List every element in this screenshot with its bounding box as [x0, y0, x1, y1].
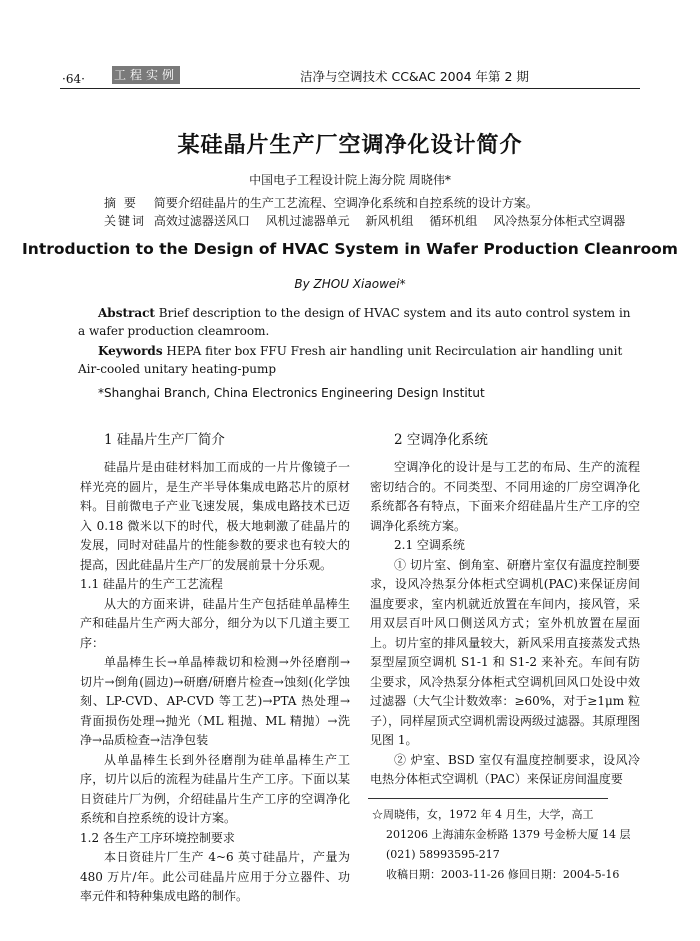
keywords-en-label: Keywords — [98, 344, 163, 358]
section-tag: 工程实例 — [113, 68, 178, 82]
left-column — [80, 430, 350, 907]
footnote-phone: (021) 58993595-217 — [386, 848, 500, 861]
journal-header: 洁净与空调技术 CC&AC 2004 年第 2 期 — [300, 69, 529, 84]
paragraph: 硅晶片是由硅材料加工而成的一片片像镜子一样光亮的圆片，是生产半导体集成电路芯片的原材料。目前微电子产业飞速发展，集成电路技术已迈入 0.18 微米以下的时代，极大地刺激了硅晶片的发展，同时对硅晶片的性能参数的要求也有较大的提高，因此硅晶片生产厂的发展前景十分乐观。 — [80, 460, 350, 572]
abstract-cn-label: 摘 要 — [104, 196, 138, 210]
paragraph: 本日资硅片厂生产 4~6 英寸硅晶片，产量为 480 万片/年。此公司硅晶片应用于分立器件、功率元件和特种集成电路的制作。 — [80, 850, 350, 903]
footnote-address: 201206 上海浦东金桥路 1379 号金桥大厦 14 层 — [386, 828, 631, 841]
paragraph: ② 炉室、BSD 室仅有温度控制要求，设风冷电热分体柜式空调机（PAC）来保证房间温度要 — [370, 752, 640, 786]
keywords-cn — [104, 212, 637, 229]
paragraph: ① 切片室、倒角室、研磨片室仅有温度控制要求，设风冷热泵分体柜式空调机(PAC)来保证房间温度要求，室内机就近放置在车间内，接风管，采用双层百叶风口侧送风方式；室外机放置在屋面上。切片室的排风量较大，新风采用直接蒸发式热泵型屋顶空调机 S1-1 和 S1-2 来补充。车间有防尘要求，风冷热泵分体柜式空调机回风口处设中效过滤器（大气尘计数效率：≥60%，对于≥1μm 粒子），同样屋顶式空调机需设两级过滤器。其原理图见图 1。 — [370, 557, 641, 747]
section-heading-2: 2 空调净化系统 — [394, 432, 488, 448]
subsection-heading-1-1: 1.1 硅晶片的生产工艺流程 — [80, 577, 223, 591]
author-cn: 中国电子工程设计院上海分院 周晓伟* — [249, 173, 451, 187]
keyword-cn: 循环机组 — [429, 214, 478, 228]
subsection-heading-1-2: 1.2 各生产工序环境控制要求 — [80, 830, 235, 845]
paragraph: 从单晶棒生长到外径磨削为硅单晶棒生产工序，切片以后的流程为硅晶片生产工序。下面以某日资硅片厂为例，介绍硅晶片生产工序的空调净化系统和自控系统的设计方案。 — [80, 752, 350, 825]
paragraph: 从大的方面来讲，硅晶片生产包括硅单晶棒生产和硅晶片生产两大部分，细分为以下几道主要工序： — [80, 596, 350, 650]
keywords-en-text: HEPA fiter box FFU Fresh air handling unit Recirculation air handling unit Air-cooled unitary heating-pump — [78, 344, 623, 376]
keywords-en — [78, 342, 638, 378]
abstract-en-label: Abstract — [98, 306, 155, 320]
title-cn: 某硅晶片生产厂空调净化设计简介 — [177, 133, 523, 158]
footnote-dates: 收稿日期：2003-11-26 修回日期：2004-5-16 — [386, 868, 620, 881]
abstract-en-text: Brief description to the design of HVAC system and its auto control system in a wafer production cleamroom. — [78, 306, 631, 338]
subsection-heading-2-1: 2.1 空调系统 — [394, 538, 465, 552]
keywords-cn-label: 关键词 — [104, 214, 147, 228]
affiliation-en: *Shanghai Branch, China Electronics Engineering Design Institut — [98, 386, 485, 400]
keyword-cn: 高效过滤器送风口 — [153, 214, 250, 228]
keyword-cn: 风冷热泵分体柜式空调器 — [493, 214, 626, 228]
process-flow: 单晶棒生长→单晶棒裁切和检测→外径磨削→切片→倒角(圆边)→研磨/研磨片检查→蚀刻(化学蚀刻、LP-CVD、AP-CVD 等工艺)→PTA 热处理→背面损伤处理→抛光（ML 粗抛、ML 精抛）→洗净→品质检查→洁净包装 — [80, 655, 350, 747]
header-rule — [60, 88, 640, 89]
footnote-author: ☆周晓伟，女，1972 年 4 月生，大学，高工 — [372, 808, 594, 821]
keyword-cn: 新风机组 — [365, 214, 414, 228]
author-en: By ZHOU Xiaowei* — [294, 277, 406, 291]
abstract-en — [78, 304, 638, 340]
right-column — [370, 430, 640, 790]
abstract-cn — [104, 194, 538, 211]
footnote-rule — [368, 798, 608, 799]
section-heading-1: 1 硅晶片生产厂简介 — [104, 432, 225, 448]
paragraph: 空调净化的设计是与工艺的布局、生产的流程密切结合的。不同类型、不同用途的厂房空调净化系统都各有特点，下面来介绍硅晶片生产工序的空调净化系统方案。 — [370, 460, 640, 533]
keyword-cn: 风机过滤器单元 — [265, 214, 350, 228]
page-number: ·64· — [62, 72, 85, 86]
abstract-cn-text: 简要介绍硅晶片的生产工艺流程、空调净化系统和自控系统的设计方案。 — [153, 196, 538, 210]
title-en: Introduction to the Design of HVAC System in Wafer Production Cleanroom — [22, 240, 678, 258]
